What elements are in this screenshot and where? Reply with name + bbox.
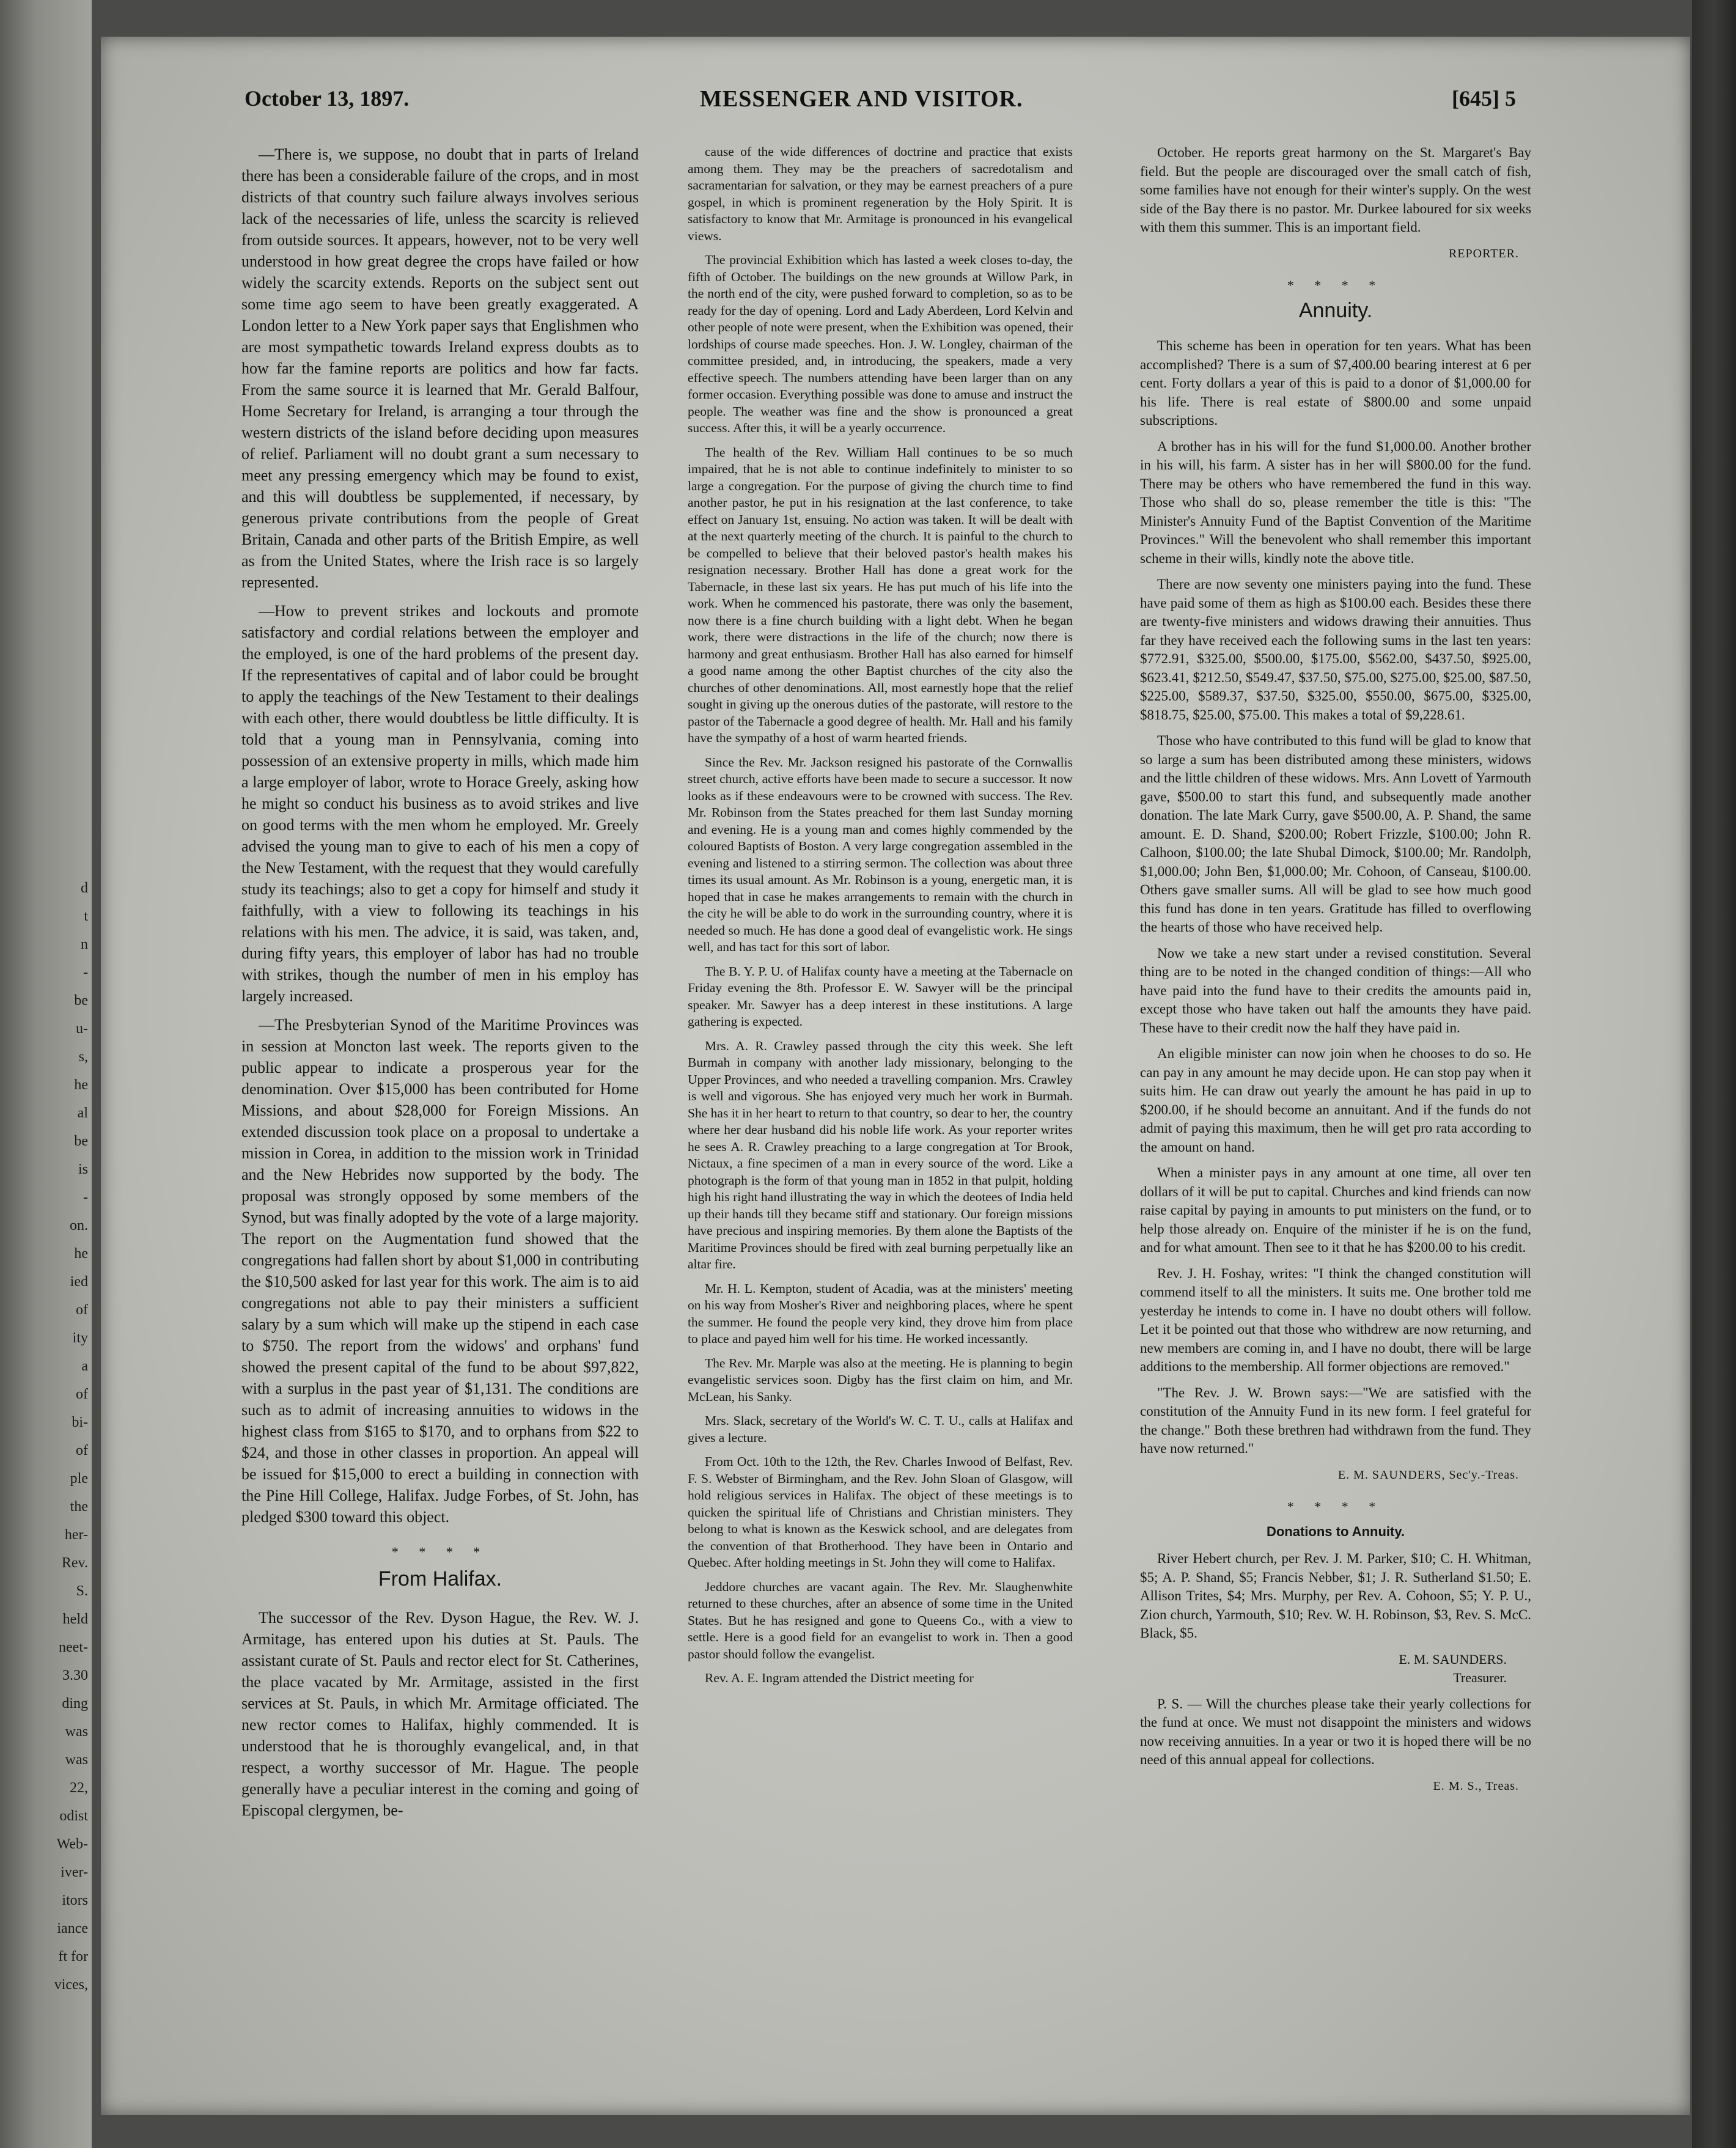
scan-right-edge xyxy=(1692,0,1736,2148)
adjacent-page-fragment: a xyxy=(81,1358,88,1374)
donations-heading: Donations to Annuity. xyxy=(1266,1523,1405,1539)
adjacent-page-fragment: s, xyxy=(78,1049,88,1065)
adjacent-page-fragment: Rev. xyxy=(61,1555,88,1571)
adjacent-page-fragment: d xyxy=(81,880,88,896)
treasurer-title: Treasurer. xyxy=(1453,1670,1507,1685)
section-divider: * * * * xyxy=(1287,1499,1385,1514)
adjacent-page-fragment: held xyxy=(62,1611,88,1627)
page-number: [645] 5 xyxy=(1452,86,1516,111)
paragraph: A brother has in his will for the fund $1,000.00. Another brother in his will, his farm. A sister has in her will $800.00 for the fund. There may be others who have remembered the fund in this way. Those who shall do so, please remember the title is this: "The Minister's Annuity Fund of the Baptist Convention of the Maritime Provinces." Will the benevolent who shall remember this important scheme in their wills, kindly note the above title. xyxy=(1140,438,1531,566)
adjacent-page-fragment: he xyxy=(74,1246,88,1262)
paragraph: Mrs. Slack, secretary of the World's W. C. T. U., calls at Halifax and gives a lecture. xyxy=(688,1413,1073,1445)
paragraph: The provincial Exhibition which has lasted a week closes to-day, the fifth of October. The buildings on the new grounds at Willow Park, in the north end of the city, were pushed forward to completion, so as to be ready for the day of opening. Lord and Lady Aberdeen, Lord Kelvin and other people of note were present, when the Exhibition was opened, their lordships of course made speeches. Hon. J. W. Longley, chairman of the committee presided, and, in introducing, the speakers, made a very effective speech. The numbers attending have been larger than on any former occasion. Everything possible was done to amuse and instruct the people. The weather was fine and the show is pronounced a great success. After this, it will be a yearly occurrence. xyxy=(688,252,1073,435)
from-halifax-heading: From Halifax. xyxy=(378,1567,502,1591)
adjacent-page-strip xyxy=(0,0,92,2148)
adjacent-page-fragment: S. xyxy=(76,1583,88,1599)
paragraph: This scheme has been in operation for ten years. What has been accomplished? There is a sum of $7,400.00 bearing interest at 6 per cent. Forty dollars a year of this is paid to a donor of $1,000.00 for his life. There is real estate of $800.00 and some unpaid subscriptions. xyxy=(1140,338,1531,428)
paragraph: Jeddore churches are vacant again. The Rev. Mr. Slaughenwhite returned to these churches, after an absence of some time in the United States. But he has resigned and gone to Queens Co., with a view to settle. Here is a good field for an evangelist to work in. Then a good pastor should follow the evangelist. xyxy=(688,1579,1073,1661)
paragraph: There are now seventy one ministers paying into the fund. These have paid some of them as high as $100.00 each. Besides these there are twenty-five ministers and widows drawing their annuities. Thus far they have received each the following sums in the last ten years: $772.91, $325.00, $500.00, $175.00, $562.00, $437.50, $925.00, $623.41, $212.50, $549.47, $37.50, $75.00, $275.00, $25.00, $87.50, $225.00, $589.37, $37.50, $325.00, $550.00, $675.00, $325.00, $818.75, $25.00, $75.00. This makes a total of $9,228.61. xyxy=(1140,576,1531,723)
adjacent-page-fragment: neet- xyxy=(59,1639,88,1655)
adjacent-page-fragment: t xyxy=(84,908,88,924)
paragraph: "The Rev. J. W. Brown says:—"We are satisfied with the constitution of the Annuity Fund in its new form. I feel grateful for the change." Both these brethren had withdrawn from the fund. They have now returned." xyxy=(1140,1385,1531,1456)
section-divider: * * * * xyxy=(1287,278,1385,293)
adjacent-page-fragment: her- xyxy=(64,1527,88,1543)
adjacent-page-fragment: itors xyxy=(62,1892,88,1908)
adjacent-page-fragment: on. xyxy=(70,1218,88,1234)
column-2-paragraphs xyxy=(688,144,1073,1687)
adjacent-page-fragment: bi- xyxy=(72,1414,88,1430)
paragraph: Those who have contributed to this fund will be glad to know that so large a sum has been distributed among these ministers, widows and the little children of these widows. Mrs. Ann Lovett of Yarmouth gave, $500.00 to start this fund, and subsequently made another donation. The late Mark Curry, gave $500.00, A. P. Shand, the same amount. E. D. Shand, $200.00; Robert Frizzle, $100.00; John R. Calhoon, $100.00; the late Shubal Dimock, $100.00; Mr. Randolph, $1,000.00; John Ben, $1,000.00; Mr. Cohoon, of Canseau, $100.00. Others gave smaller sums. All will be glad to see how much good this fund has done in ten years. Gratitude has filled to overflowing the hearts of those who have received help. xyxy=(1140,733,1531,935)
paragraph: The successor of the Rev. Dyson Hague, the Rev. W. J. Armitage, has entered upon his duties at St. Pauls. The assistant curate of St. Pauls and rector elect for St. Catherines, the place vacated by Mr. Armitage, assisted in the first services at St. Pauls, in which Mr. Armitage officiated. The new rector comes to Halifax, highly commended. It is understood that he is thoroughly evangelical, and, in that respect, a worthy successor of Mr. Hague. The people generally have a peculiar interest in the coming and going of Episcopal clergymen, be- xyxy=(241,1609,639,1819)
adjacent-page-fragment: be xyxy=(74,993,88,1009)
adjacent-page-fragment: - xyxy=(83,1190,88,1205)
adjacent-page-fragment: ied xyxy=(70,1274,88,1290)
paragraph: —There is, we suppose, no doubt that in parts of Ireland there has been a considerable failure of the crops, and in most districts of that country such failure always involves serious lack of the necessaries of life, unless the scarcity is relieved from outside sources. It appears, however, not to be very well understood in how great degree the crops have failed or how widely the scarcity extends. Reports on the subject sent out some time ago seem to have been greatly exaggerated. A London letter to a New York paper says that Englishmen who are most sympathetic towards Ireland express doubts as to how far the famine reports are politics and how far facts. From the same source it is learned that Mr. Gerald Balfour, Home Secretary for Ireland, is arranging a tour through the western districts of the island before deciding upon measures of relief. Parliament will no doubt grant a sum necessary to meet any pressing emergency which may be found to exist, and this will doubtless be supplemented, if necessary, by generous private contributions from the people of Great Britain, Canada and other parts of the British Empire, as well as from the United States, where the Irish race is so largely represented. xyxy=(241,145,639,591)
adjacent-page-fragment: ding xyxy=(62,1696,88,1712)
column-2 xyxy=(688,144,1073,2057)
column-3-intro xyxy=(1140,144,1531,237)
donations-paragraphs xyxy=(1140,1550,1531,1643)
paragraph: River Hebert church, per Rev. J. M. Parker, $10; C. H. Whitman, $5; A. P. Shand, $5; Francis Nebber, $1; J. R. Sutherland $1.50; E. Allison Trites, $4; Mrs. Murphy, per Rev. A. Cohoon, $5; Y. P. U., Zion church, Yarmouth, $10; Rev. W. H. Robinson, $3, Rev. S. McC. Black, $5. xyxy=(1140,1551,1531,1641)
adjacent-page-fragment: the xyxy=(70,1499,88,1515)
adjacent-page-fragment: vices, xyxy=(54,1977,88,1993)
adjacent-page-fragment: was xyxy=(65,1752,88,1768)
adjacent-page-fragment: al xyxy=(77,1105,88,1121)
paragraph: Rev. J. H. Foshay, writes: "I think the changed constitution will commend itself to all the ministers. It suits me. One brother told me yesterday he intends to come in. I have no doubt others will follow. Let it be pointed out that those who withdrew are now returning, and new members are coming in, and I have no doubt, there will be large additions to the membership. All former objections are removed." xyxy=(1140,1265,1531,1374)
adjacent-page-fragment: iver- xyxy=(61,1864,88,1880)
annuity-heading: Annuity. xyxy=(1298,298,1373,322)
adjacent-page-fragment: was xyxy=(65,1724,88,1740)
page-header xyxy=(101,86,1690,122)
issue-date: October 13, 1897. xyxy=(245,86,410,111)
paragraph: When a minister pays in any amount at one time, all over ten dollars of it will be put to capital. Churches and kind friends can now raise capital by paying in amounts to put ministers on the fund, or to help those already on. Enquire of the minister if he is on the fund, and for what amount. Then see to it that he has $200.00 to his credit. xyxy=(1140,1165,1531,1255)
adjacent-page-fragment: is xyxy=(78,1161,88,1177)
paragraph: Now we take a new start under a revised constitution. Several thing are to be noted in the changed condition of things:—All who have paid into the fund have to their credits the amounts paid in, except those who have taken out half the amounts they have paid. These have to their credit now the half they have paid in. xyxy=(1140,945,1531,1035)
paragraph: An eligible minister can now join when he chooses to do so. He can pay in any amount he may decide upon. He can stop pay when it suits him. He can draw out yearly the amount he has paid in up to $200.00, if he should become an annuitant. And if the funds do not admit of paying this maximum, then he will get pro rata according to the amount on hand. xyxy=(1140,1046,1531,1155)
adjacent-page-fragment: ple xyxy=(70,1471,88,1487)
adjacent-page-fragment: odist xyxy=(59,1808,88,1824)
saunders-signature: E. M. SAUNDERS, Sec'y.-Treas. xyxy=(1337,1468,1519,1482)
adjacent-page-fragment: of xyxy=(76,1443,88,1458)
column-3 xyxy=(1140,144,1531,2057)
paragraph: Rev. A. E. Ingram attended the District meeting for xyxy=(705,1671,974,1685)
adjacent-page-fragment: n xyxy=(81,936,88,952)
adjacent-page-fragment: of xyxy=(76,1302,88,1318)
paragraph: cause of the wide differences of doctrine and practice that exists among them. They may be the preachers of sacredotalism and sacramentarian for salvation, or they may be earnest preachers of a pure gospel, in which is prominent regeneration by the Holy Spirit. It is satisfactory to know that Mr. Armitage is pronounced in his evangelical views. xyxy=(688,144,1073,243)
treasurer-signature xyxy=(1140,1650,1507,1688)
adjacent-page-fragment: - xyxy=(83,965,88,980)
paragraph: From Oct. 10th to the 12th, the Rev. Charles Inwood of Belfast, Rev. F. S. Webster of Birmingham, and the Rev. John Sloan of Glasgow, will hold religious services in Halifax. The object of these meetings is to quicken the spiritual life of Christians and Christian ministers. They belong to what is known as the Keswick school, and are delegates from the convention of that Brotherhood. They have been in Ontario and Quebec. After holding meetings in St. John they will come to Halifax. xyxy=(688,1454,1073,1570)
adjacent-page-fragment: of xyxy=(76,1386,88,1402)
adjacent-page-fragment: u- xyxy=(76,1021,88,1037)
paragraph: Mr. H. L. Kempton, student of Acadia, was at the ministers' meeting on his way from Mosher's River and neighboring places, where he spent the summer. He found the people very kind, they drove him from place to place and payed him well for his time. He worked incessantly. xyxy=(688,1281,1073,1346)
adjacent-page-fragment: Web- xyxy=(56,1836,88,1852)
treasurer-name: E. M. SAUNDERS. xyxy=(1399,1651,1507,1667)
paragraph: October. He reports great harmony on the St. Margaret's Bay field. But the people are discouraged over the small catch of fish, some families have not enough for their winter's supply. On the west side of the Bay there is no pastor. Mr. Durkee laboured for six weeks with them this summer. This is an important field. xyxy=(1140,145,1531,235)
adjacent-page-fragment: iance xyxy=(57,1921,88,1937)
reporter-signature: REPORTER. xyxy=(1448,246,1519,260)
paragraph: The Rev. Mr. Marple was also at the meeting. He is planning to begin evangelistic services soon. Digby has the first claim on him, and Mr. McLean, his Sanky. xyxy=(688,1355,1073,1404)
paragraph: —The Presbyterian Synod of the Maritime Provinces was in session at Moncton last week. The reports given to the public appear to indicate a prosperous year for the denomination. Over $15,000 has been contributed for Home Missions, and about $28,000 for Foreign Missions. An extended discussion took place on a proposal to undertake a mission in Corea, in addition to the mission work in Trinidad and the New Hebrides now supported by the body. The proposal was strongly opposed by some members of the Synod, but was finally adopted by the vote of a large majority. The report on the Augmentation fund showed that the congregations had fallen short by about $1,000 in contributing the $10,500 asked for last year for this work. The aim is to aid congregations not able to pay their ministers a sufficient salary by a sum which will make up the stipend in each case to $750. The report from the widows' and orphans' fund showed the present capital of the fund to be about $97,822, with a surplus in the past year of $1,131. The conditions are such as to admit of increasing annuities to widows in the highest class from $165 to $170, and to orphans from $22 to $24, and those in other classes in proportion. An appeal will be issued for $15,000 to erect a building in connection with the Pine Hill College, Halifax. Judge Forbes, of St. John, has pledged $300 toward this object. xyxy=(241,1016,639,1526)
newspaper-page xyxy=(101,37,1690,2115)
column-1-paragraphs xyxy=(241,144,639,1528)
paragraph: —How to prevent strikes and lockouts and promote satisfactory and cordial relations between the employer and the employed, is one of the hard problems of the present day. If the representatives of capital and of labor could be brought to apply the teachings of the New Testament to their dealings with each other, there would doubtless be little difficulty. It is told that a young man in Pennsylvania, coming into possession of an extensive property in mills, which made him a large employer of labor, wrote to Horace Greely, asking how he might so conduct his business as to avoid strikes and live on good terms with the men whom he employed. Mr. Greely advised the young man to give to each of his men a copy of the New Testament, with the request that they would carefully study its teachings; also to get a copy for himself and study it faithfully, with a view to following its teachings in his relations with his men. The advice, it is said, was taken, and, during fifty years, this employer of labor has had no trouble with strikes, though the number of men in his employ has largely increased. xyxy=(241,602,639,1005)
postscript-signature: E. M. S., Treas. xyxy=(1433,1779,1519,1793)
paragraph: Mrs. A. R. Crawley passed through the city this week. She left Burmah in company with another lady missionary, belonging to the Upper Provinces, and who needed a travelling companion. Mrs. Crawley is well and vigorous. She has enjoyed very much her work in Burmah. She has it in her heart to return to that country, so dear to her, the country where her dear husband did his noble life work. As your reporter writes he sees A. R. Crawley preaching to a large congregation at Tor Brook, Nictaux, a fine specimen of a man in every source of the word. Like a photograph is the form of that young man in 1852 in that pulpit, holding high his right hand illustrating the way in which the deotees of India held up their hands till they became stiff and stationary. Our foreign missions have precious and inspiring memories. By them alone the Baptists of the Maritime Provinces should be fired with zeal burning perpetually like an altar fire. xyxy=(688,1038,1073,1271)
adjacent-page-fragment: 22, xyxy=(70,1780,88,1796)
section-divider: * * * * xyxy=(391,1544,489,1559)
paragraph: The health of the Rev. William Hall continues to be so much impaired, that he is not able to continue indefinitely to minister to so large a congregation. For the purpose of giving the church time to find another pastor, he put in his resignation at the last conference, to take effect on January 1st, ensuing. No action was taken. It will be dealt with at the next quarterly meeting of the church. It is painful to the church to be compelled to believe that their beloved pastor's health makes his resignation necessary. Brother Hall has done a great work for the Tabernacle, in these last six years. He has put much of his life into the work. When he commenced his pastorate, there was only the basement, now there is a fine church building with a light debt. When he began work, there were distractions in the life of the church; now there is harmony and great enthusiasm. Brother Hall has also earned for himself a good name among the other Baptist churches of the city also the churches of other denominations. All, most earnestly hope that the relief sought in giving up the onerous duties of the pastorate, will restore to the pastor of the Tabernacle a good degree of health. Mr. Hall and his family have the sympathy of a host of warm hearted friends. xyxy=(688,444,1073,745)
from-halifax-paragraphs xyxy=(241,1607,639,1821)
paragraph: The B. Y. P. U. of Halifax county have a meeting at the Tabernacle on Friday evening the 8th. Professor E. W. Sawyer will be the principal speaker. Mr. Sawyer has a deep interest in these institutions. A large gathering is expected. xyxy=(688,963,1073,1029)
annuity-paragraphs xyxy=(1140,337,1531,1458)
adjacent-page-fragment: 3.30 xyxy=(62,1668,88,1683)
adjacent-page-fragment: ity xyxy=(72,1330,88,1346)
newspaper-title: MESSENGER AND VISITOR. xyxy=(700,86,1023,112)
adjacent-page-fragment: be xyxy=(74,1133,88,1149)
column-1 xyxy=(241,144,639,2057)
paragraph: Since the Rev. Mr. Jackson resigned his pastorate of the Cornwallis street church, active efforts have been made to secure a successor. It now looks as if these endeavours were to be crowned with success. The Rev. Mr. Robinson from the States preached for them last Sunday morning and evening. He is a young man and comes highly commended by the coloured Baptists of Boston. A very large congregation assembled in the evening and listened to a stirring sermon. The collection was about three times its usual amount. As Mr. Robinson is a young, energetic man, it is hoped that in case he makes arrangements to remain with the church in the city he will be able to do work in the surrounding country, where it is needed so much. He has done a good deal of evangelistic work. He sings well, and has tact for this sort of labor. xyxy=(688,754,1073,954)
postscript-paragraphs xyxy=(1140,1695,1531,1770)
paragraph: P. S. — Will the churches please take their yearly collections for the fund at once. We must not disappoint the ministers and widows now receiving annuities. In a year or two it is hoped there will be no need of this annual appeal for collections. xyxy=(1140,1696,1531,1767)
adjacent-page-fragment: ft for xyxy=(58,1949,88,1965)
adjacent-page-fragment: he xyxy=(74,1077,88,1093)
